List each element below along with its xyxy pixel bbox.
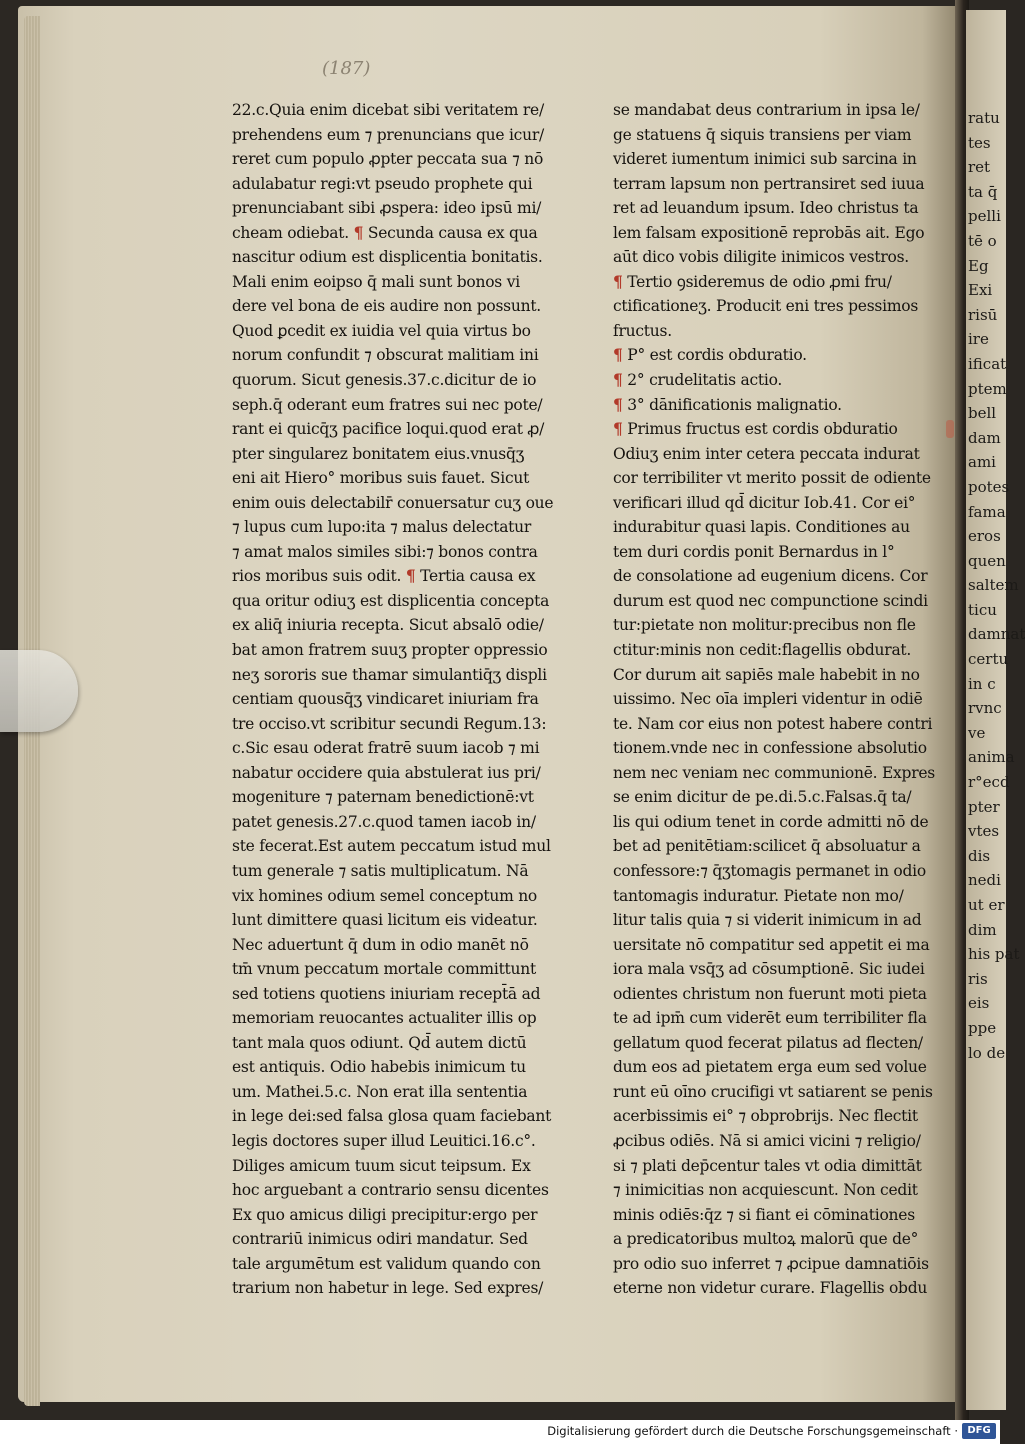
text-line: in lege dei:sed falsa glosa quam faciebant [232, 1107, 552, 1126]
text-line: dere vel bona de eis audire non possunt. [232, 297, 541, 316]
text-line: gellatum quod fecerat pilatus ad flecten/ [613, 1033, 923, 1052]
text-line: Nec aduertunt q̄ dum in odio manēt nō [232, 935, 529, 954]
text-line: qua oritur odiuʒ est displicentia concepta [232, 591, 550, 610]
fragment-line: potes [968, 477, 1010, 496]
text-line: acerbissimis ei° ⁊ obprobrijs. Nec flectit [613, 1107, 918, 1126]
fragment-line: dim [968, 920, 997, 939]
text-line: confessore:⁊ q̄ʒtomagis permanet in odio [613, 861, 926, 880]
text-line: Quod ꝑcedit ex iuidia vel quia virtus bo [232, 321, 531, 340]
paragraph-mark: ¶ [613, 394, 623, 414]
text-line: cheam odiebat. ¶ Secunda causa ex qua [232, 222, 538, 242]
fragment-line: ami [968, 453, 996, 472]
text-line: ge statuens q̄ siquis transiens per viam [613, 125, 912, 144]
text-line: ¶ Primus fructus est cordis obduratio [613, 419, 898, 439]
fragment-line: quen [968, 551, 1006, 570]
text-line: pro odio suo inferret ⁊ ꝓcipue damnatiōis [613, 1254, 929, 1273]
text-column-right [613, 98, 943, 1301]
adjacent-page-fragments [968, 106, 1025, 1065]
fragment-line: ta q̄ [968, 182, 998, 201]
text-line: ⁊ inimicitias non acquiescunt. Non cedit [613, 1181, 918, 1200]
text-line: a predicatoribus multoꝝ malorū que de° [613, 1230, 919, 1249]
text-line: aūt dico vobis diligite inimicos vestros. [613, 248, 909, 267]
paragraph-mark: ¶ [613, 419, 623, 439]
fragment-line: Exi [968, 281, 993, 300]
text-line: cor terribiliter vt merito possit de odiente [613, 469, 931, 488]
fragment-line: risū [968, 305, 998, 324]
text-line: videret iumentum inimici sub sarcina in [613, 150, 917, 169]
paragraph-mark: ¶ [405, 566, 416, 586]
text-line: lunt dimittere quasi licitum eis videatur. [232, 911, 538, 930]
fragment-line: eis [968, 994, 990, 1013]
text-line: iora mala vsq̄ʒ ad cōsumptionē. Sic iudei [613, 960, 925, 979]
text-line: runt eū oīno crucifigi vt satiarent se penis [613, 1082, 933, 1101]
text-line: centiam quousq̄ʒ vindicaret iniuriam fra [232, 690, 539, 709]
fragment-line: pelli [968, 207, 1001, 226]
text-line: nabatur occidere quia abstulerat ius pri/ [232, 763, 541, 782]
text-line: Mali enim eoipso q̄ mali sunt bonos vi [232, 272, 520, 291]
text-line: vix homines odium semel conceptum no [232, 886, 538, 905]
text-line: rant ei quicq̄ʒ pacifice loqui.quod erat ꝓ/ [232, 420, 545, 439]
text-line: memoriam reuocantes actualiter illis op [232, 1009, 537, 1028]
text-line: um. Mathei.5.c. Non erat illa sententia [232, 1082, 528, 1101]
fragment-line: ut er [968, 896, 1005, 914]
text-line: te. Nam cor eius non potest habere contri [613, 714, 933, 733]
text-line: tum generale ⁊ satis multiplicatum. Nā [232, 861, 529, 880]
text-line: se mandabat deus contrarium in ipsa le/ [613, 101, 920, 119]
red-ink-mark [946, 420, 954, 438]
text-line: tre occiso.vt scribitur secundi Regum.13: [232, 714, 547, 733]
fragment-line: nedi [968, 871, 1001, 890]
footer-credit: Digitalisierung gefördert durch die Deutsche Forschungsgemeinschaft · [547, 1424, 958, 1438]
paragraph-mark: ¶ [353, 222, 364, 242]
fragment-line: r°ecd [968, 773, 1010, 792]
text-line: te ad ipm̄ cum viderēt eum terribiliter fla [613, 1009, 927, 1028]
text-line: indurabitur quasi lapis. Conditiones au [613, 518, 910, 537]
text-line: enim ouis delectabilr̄ conuersatur cuʒ oue [232, 493, 554, 512]
text-line: lis qui odium tenet in corde admitti nō de [613, 812, 929, 831]
text-line: se enim dicitur de pe.di.5.c.Falsas.q̄ ta/ [613, 788, 912, 807]
text-line: ⁊ lupus cum lupo:ita ⁊ malus delectatur [232, 518, 532, 537]
text-line: minis odiēs:q̄z ⁊ si fiant ei cōminationes [613, 1205, 915, 1224]
text-line: eterne non videtur curare. Flagellis obdu [613, 1279, 928, 1298]
fragment-line: ticu [968, 600, 997, 619]
text-line: legis doctores super illud Leuitici.16.c°. [232, 1131, 536, 1150]
text-line: uersitate nō compatitur sed appetit ei ma [613, 935, 930, 954]
text-column-left [232, 98, 600, 1301]
page-clip [0, 650, 78, 732]
text-line: Cor durum ait sapiēs male habebit in no [613, 665, 920, 684]
text-line: terram lapsum non pertransiret sed iuua [613, 174, 925, 193]
fragment-line: rvnc [968, 699, 1002, 718]
text-line: quorum. Sicut genesis.37.c.dicitur de io [232, 371, 537, 390]
text-line: bet ad penitētiam:scilicet q̄ absoluatur a [613, 837, 921, 856]
fragment-line: saltem [968, 576, 1019, 595]
text-line: tantomagis induratur. Pietate non mo/ [613, 886, 904, 905]
fragment-line: lo de [968, 1043, 1006, 1062]
fragment-line: tē o [968, 231, 997, 250]
text-line: durum est quod nec compunctione scindi [613, 591, 928, 610]
fragment-line: in c [968, 674, 996, 693]
text-line: Diliges amicum tuum sicut teipsum. Ex [232, 1156, 531, 1175]
text-line: tm̄ vnum peccatum mortale committunt [232, 960, 536, 979]
text-line: patet genesis.27.c.quod tamen iacob in/ [232, 812, 536, 831]
fragment-line: damnat [968, 625, 1025, 644]
adjacent-page [966, 10, 1025, 1410]
text-line: ret ad leuandum ipsum. Ideo christus ta [613, 199, 919, 218]
text-line: 22.c.Quia enim dicebat sibi veritatem re/ [232, 101, 544, 119]
text-line: de consolatione ad eugenium dicens. Cor [613, 567, 928, 586]
fragment-line: pter [968, 797, 1000, 816]
text-line: tale argumētum est validum quando con [232, 1254, 541, 1273]
text-line: ctitur:minis non cedit:flagellis obdurat. [613, 641, 912, 660]
folio-number: (187) [322, 58, 371, 79]
fragment-line: dis [968, 846, 991, 865]
text-line: prenunciabant sibi ꝓspera: ideo ipsū mi/ [232, 199, 542, 218]
text-line: uissimo. Nec oīa impleri videntur in odiē [613, 690, 923, 709]
text-line: ¶ Tertio ꝯsideremus de odio ꝓmi fru/ [613, 271, 892, 291]
text-line: prehendens eum ⁊ prenuncians que icur/ [232, 125, 544, 144]
paragraph-mark: ¶ [613, 345, 623, 365]
text-line: adulabatur regi:vt pseudo prophete qui [232, 174, 533, 193]
text-line: ste fecerat.Est autem peccatum istud mul [232, 837, 551, 856]
paragraph-mark: ¶ [613, 370, 623, 390]
paragraph-mark: ¶ [613, 271, 623, 291]
text-line: trarium non habetur in lege. Sed expres/ [232, 1279, 544, 1298]
text-line: fructus. [613, 321, 672, 340]
text-line: verificari illud qd̄ dicitur Iob.41. Cor ei° [613, 493, 916, 512]
text-line: dum eos ad pietatem erga eum sed volue [613, 1058, 927, 1077]
text-line: si ⁊ plati dep̄centur tales vt odia dimittāt [613, 1156, 922, 1175]
fragment-line: anima [968, 748, 1015, 767]
text-line: tionem.vnde nec in confessione absolutio [613, 739, 927, 758]
fragment-line: tes [968, 133, 991, 152]
text-line: odientes christum non fuerunt moti pieta [613, 984, 927, 1003]
text-line: est antiquis. Odio habebis inimicum tu [232, 1058, 526, 1077]
text-line: nem nec veniam nec communionē. Expres [613, 763, 935, 782]
text-line: tant mala quos odiunt. Qd̄ autem dictū [232, 1033, 527, 1052]
fragment-line: certu [968, 650, 1009, 669]
text-line: sed totiens quotiens iniuriam recept̄ā ad [232, 984, 541, 1003]
fragment-line: ptem [968, 379, 1007, 398]
text-line: ctificationeʒ. Producit eni tres pessimos [613, 297, 919, 316]
fragment-line: ret [968, 158, 991, 177]
text-line: Ex quo amicus diligi precipitur:ergo per [232, 1205, 538, 1224]
text-line: litur talis quia ⁊ si viderit inimicum in ad [613, 911, 922, 930]
text-line: ex aliq̄ iniuria recepta. Sicut absalō odie/ [232, 616, 544, 635]
text-line: c.Sic esau oderat fratrē suum iacob ⁊ mi [232, 739, 540, 758]
text-line: pter singularez bonitatem eius.vnusq̄ʒ [232, 444, 525, 463]
fragment-line: his pat [968, 945, 1020, 964]
fragment-line: fama [968, 502, 1006, 521]
text-line: ¶ 2° crudelitatis actio. [613, 370, 783, 390]
fragment-line: ppe [968, 1018, 997, 1037]
fragment-line: ire [968, 330, 989, 349]
fragment-line: Eg [968, 256, 989, 275]
text-line: bat amon fratrem suuʒ propter oppressio [232, 641, 548, 660]
footer-bar [0, 1420, 1000, 1444]
text-line: seph.q̄ oderant eum fratres sui nec pote/ [232, 395, 543, 414]
text-line: reret cum populo ꝓpter peccata sua ⁊ nō [232, 150, 544, 169]
fragment-line: ificat [968, 354, 1007, 373]
fragment-line: ratu [968, 109, 1000, 127]
text-line: ꝓcibus odiēs. Nā si amici vicini ⁊ religio/ [613, 1131, 921, 1150]
text-line: ¶ 3° dānificationis malignatio. [613, 394, 842, 414]
text-line: contrariū inimicus odiri mandatur. Sed [232, 1230, 528, 1249]
text-line: hoc arguebant a contrario sensu dicentes [232, 1181, 549, 1200]
fragment-line: ve [968, 723, 986, 742]
fragment-line: dam [968, 428, 1001, 447]
text-line: nascitur odium est displicentia bonitatis. [232, 248, 543, 267]
fragment-line: eros [968, 527, 1001, 546]
text-line: mogeniture ⁊ paternam benedictionē:vt [232, 788, 534, 807]
fragment-line: bell [968, 404, 997, 423]
dfg-logo: DFG [962, 1423, 996, 1439]
text-line: neʒ sororis sue thamar simulantiq̄ʒ displi [232, 665, 547, 684]
text-line: tur:pietate non molitur:precibus non fle [613, 616, 916, 635]
text-line: eni ait Hiero° moribus suis fauet. Sicut [232, 469, 530, 488]
text-line: ¶ P° est cordis obduratio. [613, 345, 807, 365]
text-line: rios moribus suis odit. ¶ Tertia causa ex [232, 566, 536, 586]
text-line: Odiuʒ enim inter cetera peccata indurat [613, 444, 920, 463]
fragment-line: vtes [968, 822, 1000, 841]
text-line: lem falsam expositionē reprobās ait. Ego [613, 223, 925, 242]
text-line: tem duri cordis ponit Bernardus in l° [613, 542, 895, 561]
fragment-line: ris [968, 969, 988, 988]
text-line: ⁊ amat malos similes sibi:⁊ bonos contra [232, 542, 538, 561]
text-line: norum confundit ⁊ obscurat malitiam ini [232, 346, 539, 365]
